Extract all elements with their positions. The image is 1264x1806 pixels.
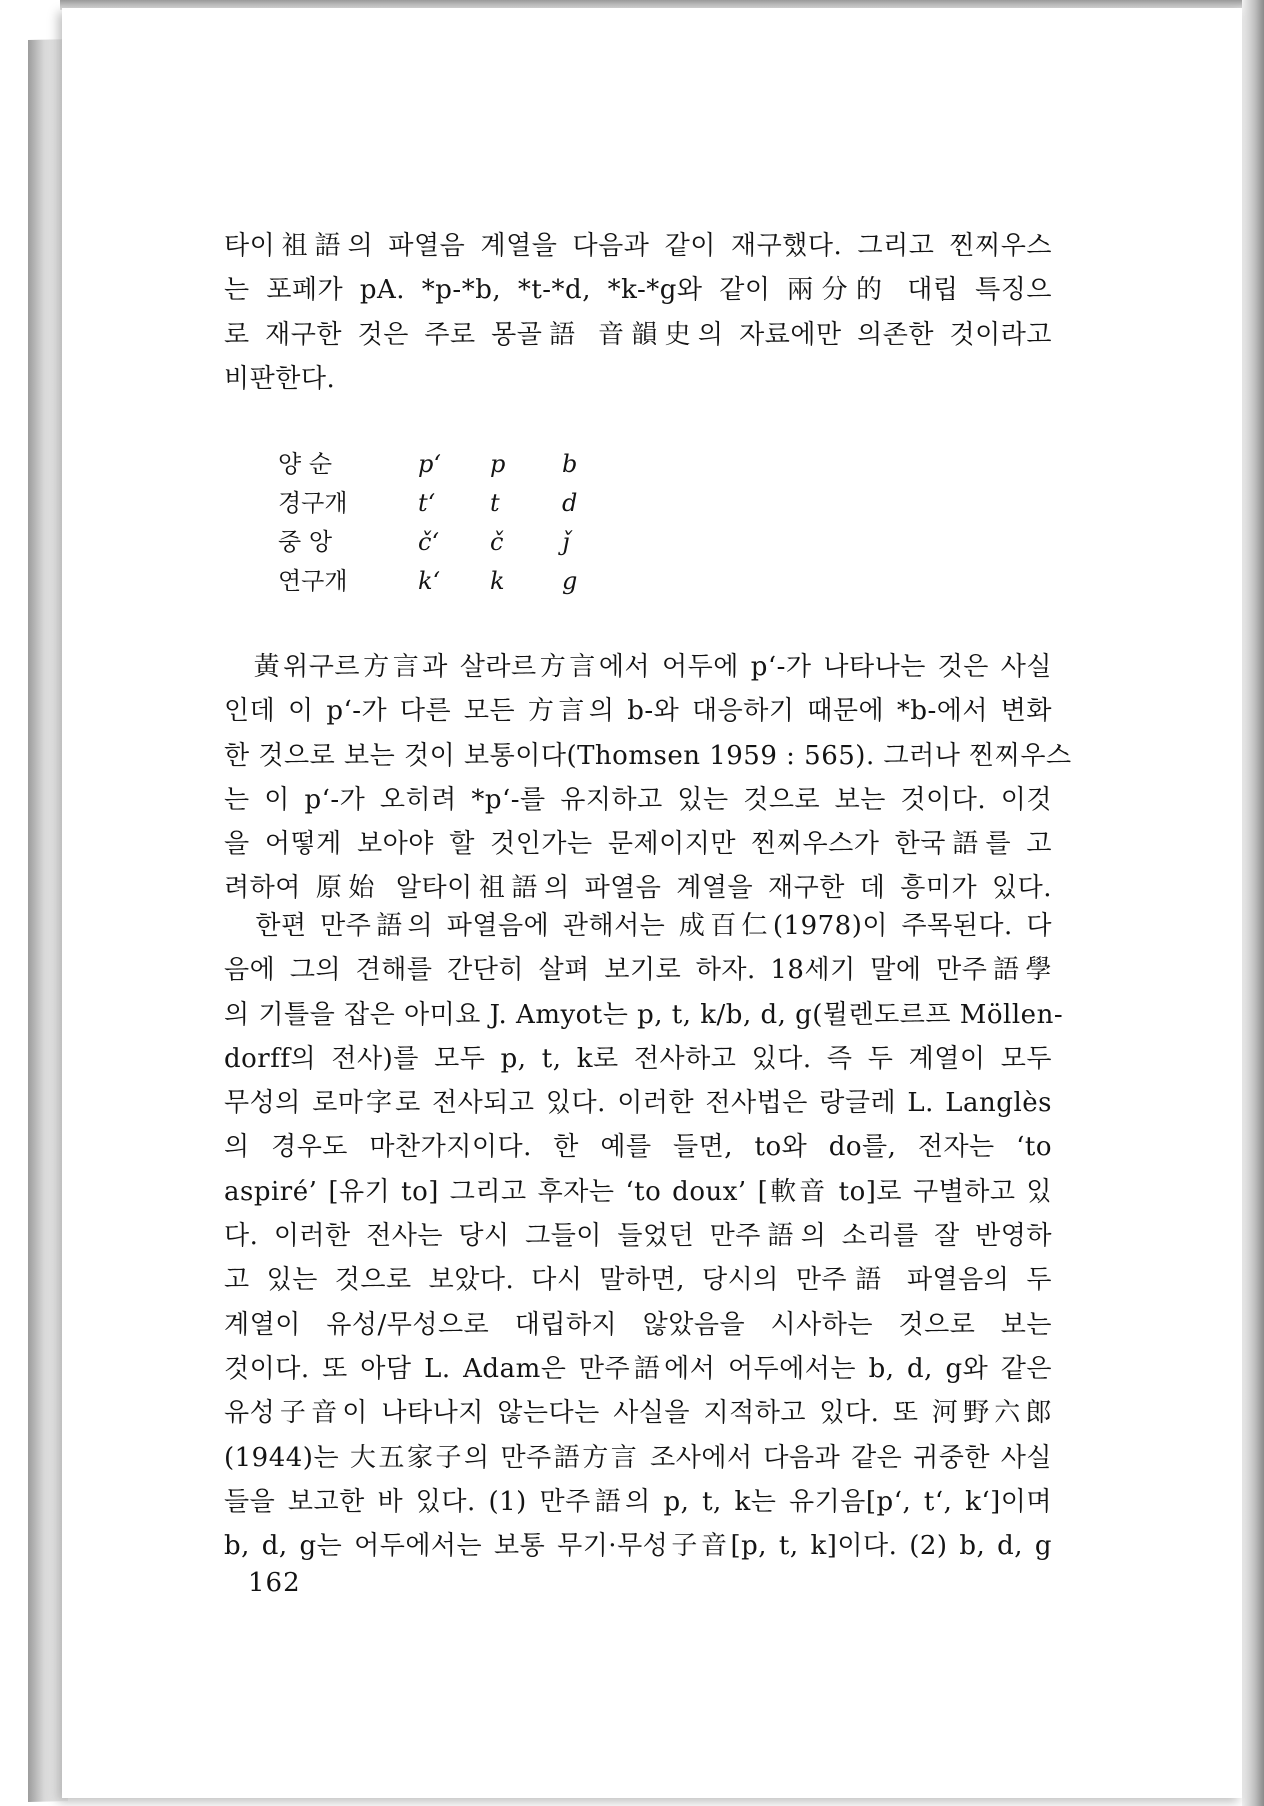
- row-label: 경구개: [278, 489, 348, 517]
- table-row: [278, 484, 634, 523]
- table-cell: t: [490, 489, 500, 517]
- text-line: (1944)는 大五家子의 만주語方言 조사에서 다음과 같은 귀중한 사실: [224, 1442, 1052, 1473]
- text-line: 한 것으로 보는 것이 보통이다(Thomsen 1959 : 565). 그러나 찐찌우스: [224, 740, 1072, 771]
- text-line: 다. 이러한 전사는 당시 그들이 들었던 만주語의 소리를 잘 반영하: [224, 1221, 1052, 1252]
- row-label: 중 앙: [278, 528, 332, 556]
- text-line: 려하여 原始 알타이祖語의 파열음 계열을 재구한 데 흥미가 있다.: [224, 873, 1052, 904]
- text-line: 계열이 유성/무성으로 대립하지 않았음을 시사하는 것으로 보는: [224, 1309, 1052, 1340]
- table-cell: kʻ: [418, 567, 441, 595]
- text-line: 인데 이 pʻ-가 다른 모든 方言의 b-와 대응하기 때문에 *b-에서 변화: [224, 696, 1052, 727]
- table-row: [278, 562, 634, 601]
- text-line: dorff의 전사)를 모두 p, t, k로 전사하고 있다. 즉 두 계열이 모두: [224, 1043, 1052, 1074]
- row-label: 연구개: [278, 567, 348, 595]
- table-cell: č: [490, 528, 504, 556]
- text-line: 는 이 pʻ-가 오히려 *pʻ-를 유지하고 있는 것으로 보는 것이다. 이것: [224, 784, 1052, 815]
- table-cell: ǰ: [562, 528, 570, 556]
- text-line: 의 기틀을 잡은 아미요 J. Amyot는 p, t, k/b, d, g(뮐렌도르프 Möllen-: [224, 999, 1064, 1030]
- table-cell: k: [490, 567, 505, 595]
- text-line: 로 재구한 것은 주로 몽골語 音韻史의 자료에만 의존한 것이라고: [224, 319, 1052, 350]
- table-cell: d: [562, 489, 578, 517]
- text-line: 무성의 로마字로 전사되고 있다. 이러한 전사법은 랑글레 L. Langlès: [224, 1088, 1052, 1119]
- text-line: 고 있는 것으로 보았다. 다시 말하면, 당시의 만주語 파열음의 두: [224, 1265, 1052, 1296]
- page-number: 162: [248, 1568, 301, 1598]
- consonant-table: [278, 445, 634, 601]
- text-line: 타이祖語의 파열음 계열을 다음과 같이 재구했다. 그리고 찐찌우스: [224, 231, 1052, 261]
- text-line: 는 포페가 pA. *p-*b, *t-*d, *k-*g와 같이 兩分的 대립 특징으: [224, 275, 1052, 306]
- table-row: [278, 523, 634, 562]
- text-line: 을 어떻게 보아야 할 것인가는 문제이지만 찐찌우스가 한국語를 고: [224, 829, 1052, 860]
- text-line: 의 경우도 마찬가지이다. 한 예를 들면, to와 do를, 전자는 ‘to: [224, 1132, 1052, 1163]
- text-line: 유성子音이 나타나지 않는다는 사실을 지적하고 있다. 또 河野六郎: [224, 1398, 1052, 1429]
- table-row: [278, 445, 634, 484]
- text-line: 한편 만주語의 파열음에 관해서는 成百仁(1978)이 주목된다. 다: [224, 911, 1052, 941]
- text-line: aspiré’ [유기 to] 그리고 후자는 ‘to doux’ [軟音 to]로 구별하고 있: [224, 1176, 1052, 1207]
- text-line: b, d, g는 어두에서는 보통 무기·무성子音[p, t, k]이다. (2) b, d, g: [224, 1531, 1052, 1562]
- table-cell: p: [490, 450, 506, 478]
- text-line: 黃위구르方言과 살라르方言에서 어두에 pʻ-가 나타나는 것은 사실: [224, 652, 1052, 682]
- text-line: 비판한다.: [224, 363, 336, 394]
- table-cell: g: [562, 567, 578, 595]
- text-line: 들을 보고한 바 있다. (1) 만주語의 p, t, k는 유기음[pʻ, tʻ, kʻ]이며: [224, 1486, 1052, 1517]
- table-cell: čʻ: [418, 528, 440, 556]
- book-right-edge: [1242, 0, 1264, 1806]
- text-line: 것이다. 또 아담 L. Adam은 만주語에서 어두에서는 b, d, g와 같은: [224, 1353, 1052, 1384]
- table-cell: tʻ: [418, 489, 436, 517]
- paragraph-3: [224, 904, 1064, 1568]
- paragraph-2: [224, 645, 1072, 911]
- row-label: 양 순: [278, 450, 332, 478]
- table-cell: b: [562, 450, 578, 478]
- paragraph-1: [224, 224, 1052, 401]
- table-cell: pʻ: [418, 450, 441, 478]
- text-line: 음에 그의 견해를 간단히 살펴 보기로 하자. 18세기 말에 만주語學: [224, 955, 1052, 986]
